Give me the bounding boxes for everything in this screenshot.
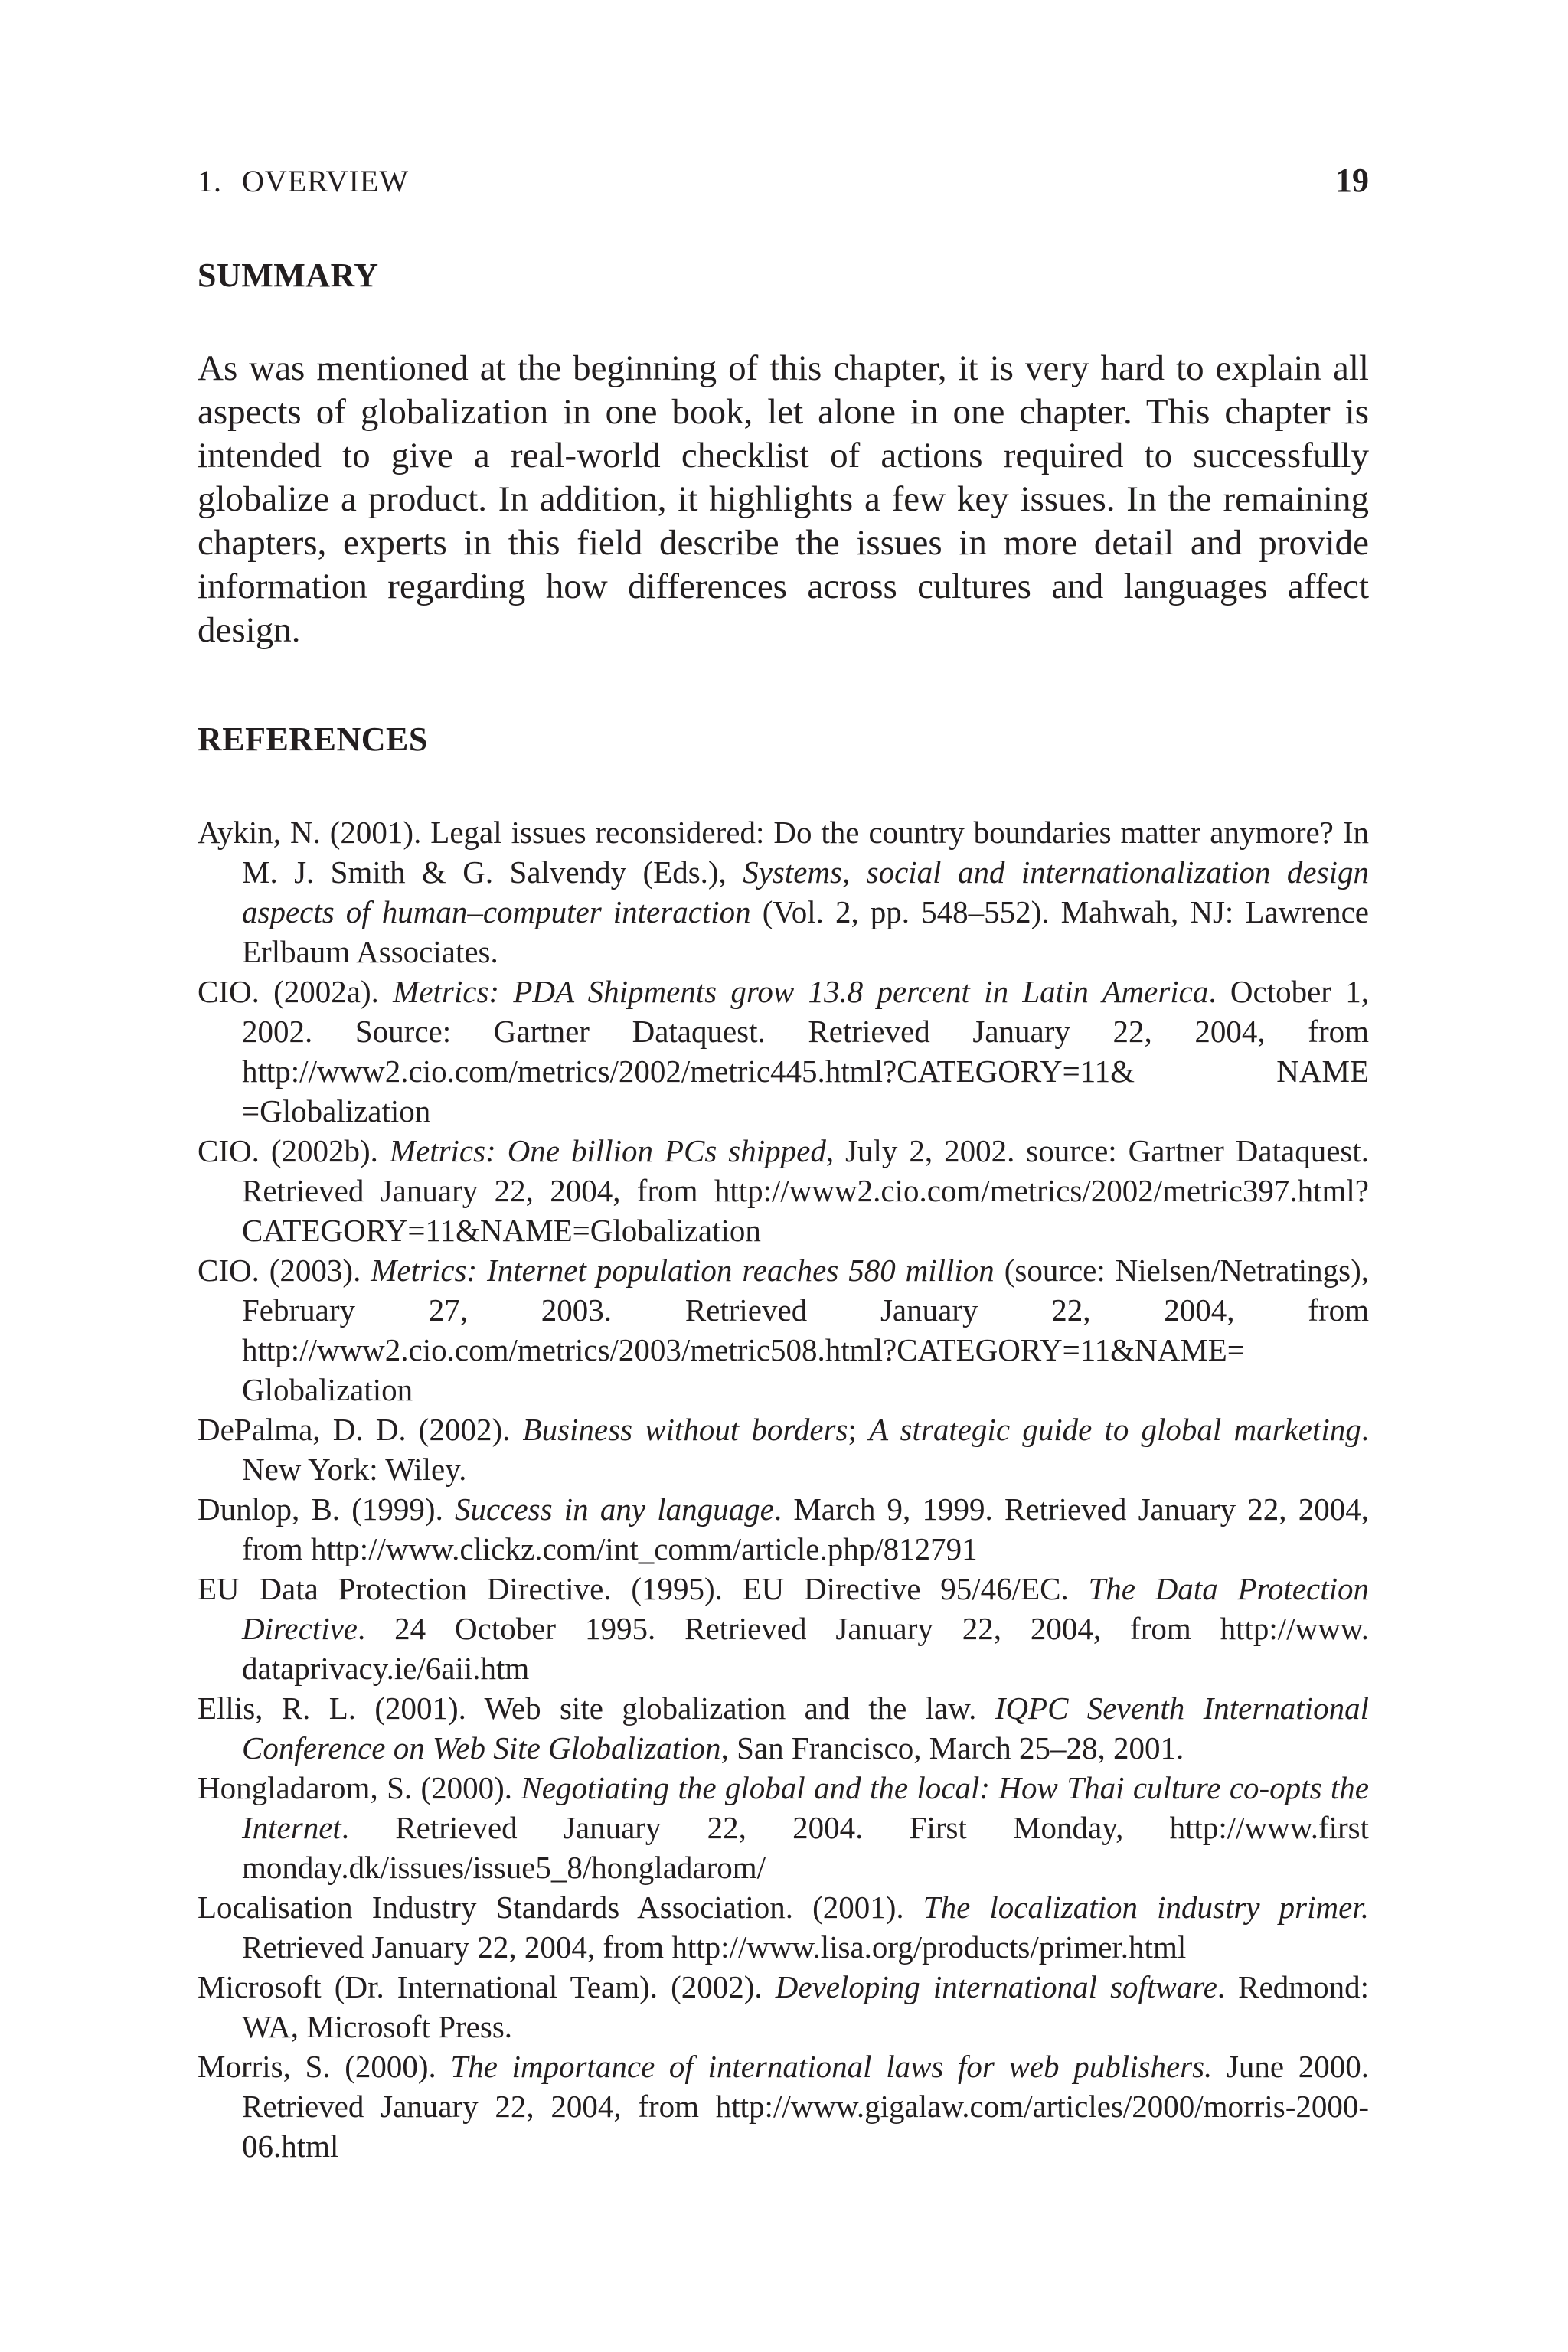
reference-title: Systems, social and internationalization design aspects of human–computer interaction [242, 854, 1369, 929]
summary-paragraph: As was mentioned at the beginning of this chapter, it is very hard to explain all aspects of globalization in one book, let alone in one chapter. This chapter is intended to give a real-world checklist of actions required to successfully globalize a product. In addition, it highlights a few key issues. In the remaining chapters, experts in this field describe the issues in more detail and provide information regarding how differences across cultures and languages affect design. [198, 348, 1369, 650]
reference-title: Metrics: Internet population reaches 580 million [371, 1253, 995, 1288]
reference-title: IQPC Seventh International Conference on Web Site Globalization [242, 1690, 1369, 1766]
reference-subtitle: A strategic guide to global marketing [869, 1412, 1361, 1447]
summary-heading: SUMMARY [198, 256, 379, 294]
chapter-running-title [198, 163, 409, 199]
reference-title: Negotiating the global and the local: How Thai culture co-opts the Internet [242, 1770, 1370, 1845]
reference-entry: Aykin, N. (2001). Legal issues reconsidered: Do the country boundaries matter anymore? In M. J. Smith & G. Salvendy (Eds.), Systems, social and internationalization design aspects of human–computer interaction (Vol. 2, pp. 548–552). Mahwah, NJ: Lawrence Erlbaum Associates. [198, 815, 1369, 969]
reference-title: Developing international software [775, 1969, 1217, 2004]
reference-entry: DePalma, D. D. (2002). Business without borders; A strategic guide to global marketing. New York: Wiley. [198, 1412, 1369, 1487]
reference-title: The localization industry primer. [923, 1890, 1369, 1925]
running-head [198, 161, 1369, 207]
reference-title: Metrics: One billion PCs shipped [389, 1133, 826, 1168]
book-page [198, 161, 1369, 2166]
reference-entry: CIO. (2002a). Metrics: PDA Shipments grow 13.8 percent in Latin America. October 1, 2002. Source: Gartner Dataquest. Retrieved January 22, 2004, from http://www2.cio.com/metrics/2002/metric445.html?CATEGORY=11& NAME =Globalization [198, 974, 1369, 1129]
reference-entry: CIO. (2003). Metrics: Internet population reaches 580 million (source: Nielsen/Netratings), February 27, 2003. Retrieved January 22, 2004, from http://www2.cio.com/metrics/2003/metric508.html?CATEGORY=11&NAME= Globalization [198, 1253, 1370, 1407]
page-number: 19 [1335, 162, 1369, 199]
reference-title: The importance of international laws for web publishers. [450, 2049, 1213, 2084]
reference-title: Success in any language [455, 1491, 774, 1527]
reference-entry: Morris, S. (2000). The importance of international laws for web publishers. June 2000. Retrieved January 22, 2004, from http://www.gigalaw.com/articles/2000/morris-2000-06.html [198, 2049, 1369, 2164]
reference-entry: Ellis, R. L. (2001). Web site globalization and the law. IQPC Seventh International Conference on Web Site Globalization, San Francisco, March 25–28, 2001. [198, 1690, 1369, 1766]
reference-entry: Hongladarom, S. (2000). Negotiating the global and the local: How Thai culture co-opts the Internet. Retrieved January 22, 2004. First Monday, http://www.first monday.dk/issues/issue5_8/hongladarom/ [198, 1770, 1370, 1885]
reference-list [198, 812, 1369, 2166]
reference-title: Business without borders [522, 1412, 848, 1447]
chapter-number: 1. [198, 164, 222, 198]
reference-title: The Data Protection Directive [242, 1571, 1369, 1646]
references-heading: REFERENCES [198, 720, 428, 758]
reference-title: Metrics: PDA Shipments grow 13.8 percent in Latin America [393, 974, 1209, 1009]
reference-entry: Localisation Industry Standards Association. (2001). The localization industry primer. Retrieved January 22, 2004, from http://www.lisa.org/products/primer.html [198, 1890, 1369, 1965]
reference-entry: Dunlop, B. (1999). Success in any language. March 9, 1999. Retrieved January 22, 2004, from http://www.clickz.com/int_comm/article.php/812791 [198, 1491, 1369, 1566]
reference-entry: CIO. (2002b). Metrics: One billion PCs shipped, July 2, 2002. source: Gartner Dataquest. Retrieved January 22, 2004, from http://www2.cio.com/metrics/2002/metric397.html?CATEGORY=11&NAME=Globalization [198, 1133, 1369, 1248]
chapter-title: OVERVIEW [242, 164, 410, 198]
reference-entry: EU Data Protection Directive. (1995). EU Directive 95/46/EC. The Data Protection Directive. 24 October 1995. Retrieved January 22, 2004, from http://www. dataprivacy.ie/6aii.htm [198, 1571, 1369, 1686]
reference-entry: Microsoft (Dr. International Team). (2002). Developing international software. Redmond: WA, Microsoft Press. [198, 1969, 1369, 2044]
